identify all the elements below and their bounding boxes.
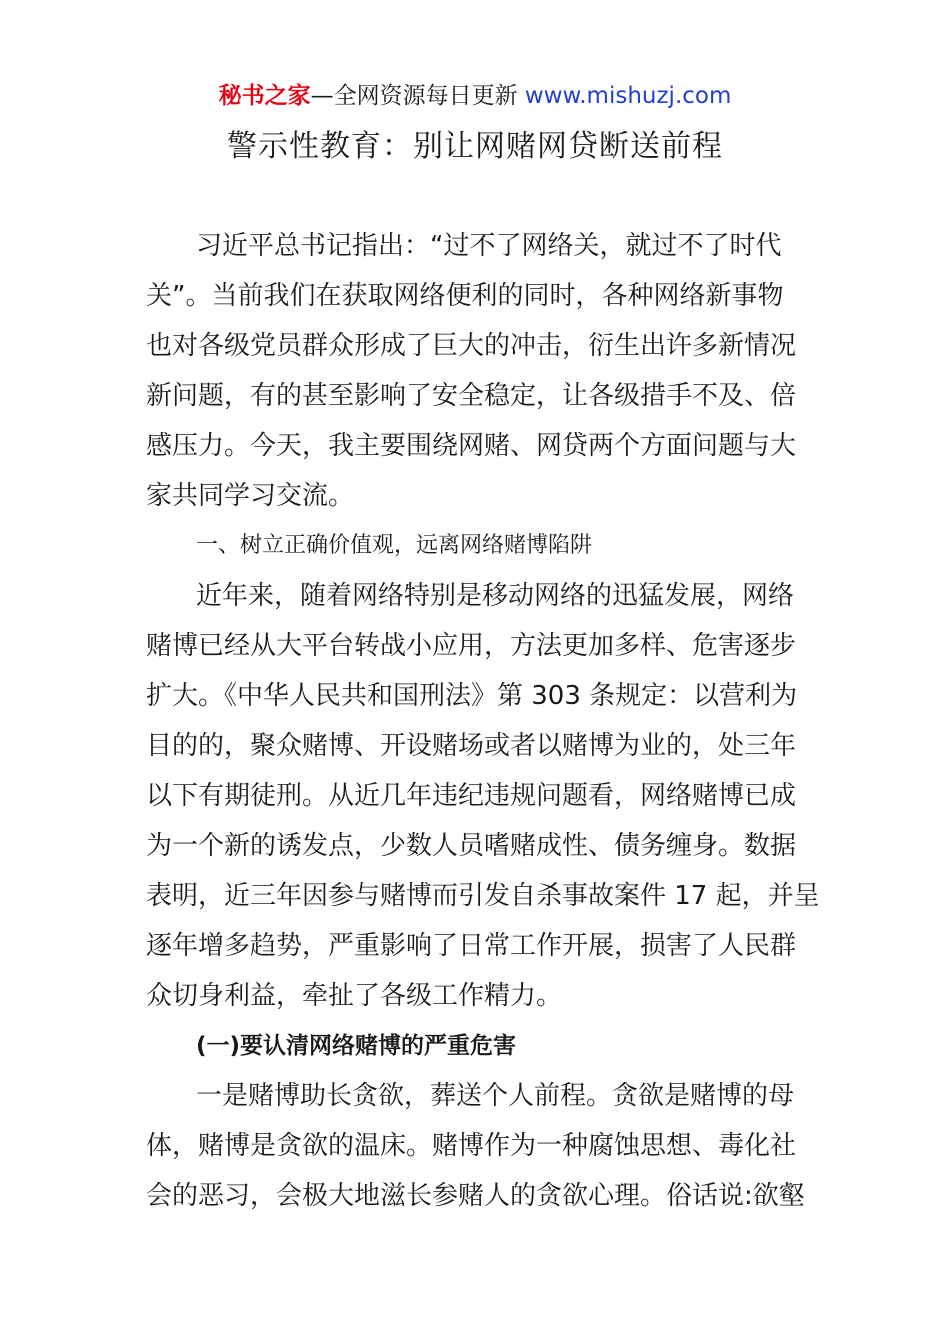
- paragraph-line: 表明，近三年因参与赌博而引发自杀事故案件 17 起，并呈: [146, 881, 820, 911]
- paragraph-line: 体，赌博是贪欲的温床。赌博作为一种腐蚀思想、毒化社: [146, 1131, 797, 1161]
- paragraph-line: 为一个新的诱发点，少数人员嗜赌成性、债务缠身。数据: [146, 831, 797, 861]
- paragraph-line: 扩大。《中华人民共和国刑法》第 303 条规定：以营利为: [146, 681, 798, 711]
- document-title: 警示性教育：别让网赌网贷断送前程: [227, 129, 723, 164]
- paragraph-line: 感压力。今天，我主要围绕网赌、网贷两个方面问题与大: [146, 431, 797, 461]
- paragraph-line: 众切身利益，牵扯了各级工作精力。: [146, 981, 563, 1011]
- paragraph-line: 家共同学习交流。: [146, 481, 355, 511]
- subsection-heading: (一)要认清网络赌博的严重危害: [196, 1033, 517, 1059]
- site-header: [0, 80, 950, 112]
- site-url-link[interactable]: www.mishuzj.com: [524, 83, 732, 109]
- paragraph-line: 会的恶习，会极大地滋长参赌人的贪欲心理。俗话说:欲壑: [146, 1181, 805, 1211]
- site-name: 秘书之家: [218, 83, 311, 109]
- document-body: [146, 221, 820, 1221]
- paragraph-line: 近年来，随着网络特别是移动网络的迅猛发展，网络: [196, 581, 795, 611]
- paragraph-line: 以下有期徒刑。从近几年违纪违规问题看，网络赌博已成: [146, 781, 797, 811]
- section-heading: 一、树立正确价值观，远离网络赌博陷阱: [196, 533, 593, 558]
- paragraph-line: 关”。当前我们在获取网络便利的同时，各种网络新事物: [146, 281, 784, 311]
- paragraph-line: 也对各级党员群众形成了巨大的冲击，衍生出许多新情况: [146, 331, 797, 361]
- paragraph-line: 习近平总书记指出：“过不了网络关，就过不了时代: [196, 231, 782, 261]
- paragraph-line: 赌博已经从大平台转战小应用，方法更加多样、危害逐步: [146, 631, 797, 661]
- paragraph-line: 新问题，有的甚至影响了安全稳定，让各级措手不及、倍: [146, 381, 797, 411]
- paragraph-line: 一是赌博助长贪欲，葬送个人前程。贪欲是赌博的母: [196, 1081, 795, 1111]
- paragraph-line: 逐年增多趋势，严重影响了日常工作开展，损害了人民群: [146, 931, 797, 961]
- site-tagline: —全网资源每日更新: [310, 83, 525, 109]
- paragraph-line: 目的的，聚众赌博、开设赌场或者以赌博为业的，处三年: [146, 731, 797, 761]
